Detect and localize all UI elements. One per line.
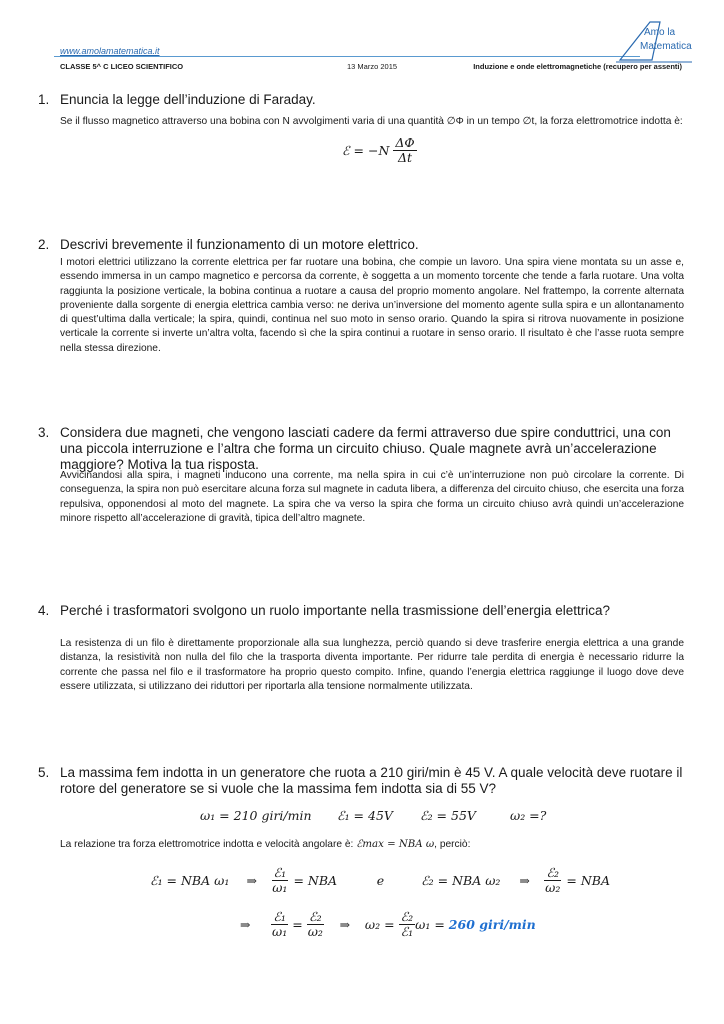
eq2: ℰ₂ = NBA ω₂: [421, 873, 501, 888]
faraday-formula: [342, 136, 417, 165]
relation-line: [60, 838, 684, 852]
arrow-3: ⇒: [240, 917, 251, 932]
question-5: [38, 765, 684, 797]
result-value: 260 giri/min: [448, 917, 536, 932]
header-rule: [54, 56, 640, 57]
eq1: ℰ₁ = NBA ω₁: [150, 873, 230, 888]
question-text: La massima fem indotta in un generatore che ruota a 210 giri/min è 45 V. A quale velocità deve ruotare il rotore del generatore se si vuole che la massima fem indotta sia di 55 V?: [60, 765, 683, 796]
derivation-row-2: [240, 910, 536, 939]
frac2-num: ℰ₂: [546, 865, 560, 880]
frac4-den: ω₂: [307, 924, 323, 939]
frac1-den: ω₁: [272, 880, 288, 895]
site-url[interactable]: www.amolamatematica.it: [60, 46, 160, 56]
eq-nba-2: = NBA: [566, 873, 610, 888]
question-text: Enuncia la legge dell’induzione di Faraday.: [60, 92, 316, 107]
arrow-1: ⇒: [246, 873, 257, 888]
given-e1: ℰ₁ = 45V: [337, 808, 393, 823]
frac3-num: ℰ₁: [273, 909, 286, 924]
formula-lhs: ℰ = −N: [342, 143, 390, 158]
question-number: 3.: [38, 425, 50, 440]
frac2-den: ω₂: [545, 880, 561, 895]
answer-4: La resistenza di un filo è direttamente proporzionale alla sua lunghezza, perciò quando si deve trasferire energia elettrica a una grande distanza, la resistività non nulla del filo che la trasporta diventa importante. Per ridurre tale perdita di energia è necessario ridurre la corrente che passa nel filo e il trasformatore ha proprio questo compito. Infine, quando l’energia elettrica raggiunge il luogo dove deve essere utilizzata, si utilizzano dei riduttori per riportarla alla tensione normalmente utilizzata.: [60, 638, 684, 692]
answer-1: Se il flusso magnetico attraverso una bobina con N avvolgimenti varia di una quantità ∅Φ in un tempo ∅t, la forza elettromotrice indotta è:: [60, 116, 683, 127]
frac1-num: ℰ₁: [273, 865, 287, 880]
frac3-den: ω₁: [272, 924, 288, 939]
question-text: Perché i trasformatori svolgono un ruolo importante nella trasmissione dell’energia elettrica?: [60, 603, 611, 618]
logo-text-1: Amo la: [644, 27, 676, 38]
formula-num: ΔΦ: [395, 135, 415, 150]
relation-formula: ℰmax = NBA ω: [356, 839, 435, 850]
arrow-4: ⇒: [339, 917, 351, 932]
date-label: 13 Marzo 2015: [347, 62, 398, 71]
question-number: 5.: [38, 765, 50, 780]
question-2: [38, 237, 684, 253]
relation-tail: , perciò:: [434, 839, 471, 850]
w2-tail: ω₁ =: [415, 917, 445, 932]
given-w2: ω₂ =?: [510, 808, 547, 823]
given-e2: ℰ₂ = 55V: [420, 808, 476, 823]
equals-sign: =: [292, 917, 303, 932]
question-4: [38, 603, 684, 619]
topic-label: Induzione e onde elettromagnetiche (recupero per assenti): [473, 62, 682, 71]
question-text: Considera due magneti, che vengono lasciati cadere da fermi attraverso due spire conduttrici, una con una piccola interruzione e l’altra che forma un circuito chiuso. Quale magnete avrà un’accelerazione maggiore? Motiva la tua risposta.: [60, 425, 671, 472]
question-1: [38, 92, 684, 108]
formula-den: Δt: [398, 150, 413, 165]
answer-3: Avvicinandosi alla spira, i magneti inducono una corrente, ma nella spira in cui c’è un’interruzione non può circolare la corrente. Di conseguenza, la spira non può esercitare alcuna forza sul magnete in caduta libera, a differenza del circuito chiuso, che esercita una forza repulsiva, opponendosi al moto del magnete. La spira che va verso la spira che forma un circuito chiuso avrà quindi un’accelerazione minore rispetto all’accelerazione di gravità, tipica dell’altro magnete.: [60, 470, 684, 524]
given-w1: ω₁ = 210 giri/min: [200, 808, 312, 823]
eq-nba-1: = NBA: [293, 873, 338, 888]
question-number: 1.: [38, 92, 50, 107]
answer-2: I motori elettrici utilizzano la corrente elettrica per far ruotare una bobina, che compie un lavoro. Una spira viene montata su un asse e, essendo immersa in un campo magnetico e percorsa da corrente, è soggetta a un momento torcente che tende a farla ruotare. Una volta raggiunta la posizione verticale, la bobina continua a ruotare a causa del proprio momento angolare. Nel frattempo, la corrente alternata proveniente dalla sorgente di energia elettrica cambia verso: ne deriva un’inversione del momento agente sulla spira e un allontanamento di quest’ultima dalla verticale; la spira, quindi, continua nel suo moto in senso orario. Quando la spira si ritrova nuovamente in posizione verticale la corrente si inverte un’altra volta, facendo sì che la spira continui a ruotare in senso orario. Il risultato è che l’asse ruota sempre nella stessa direzione.: [60, 257, 684, 354]
relation-text: La relazione tra forza elettromotrice indotta e velocità angolare è:: [60, 839, 354, 850]
question-number: 4.: [38, 603, 50, 618]
frac4-num: ℰ₂: [309, 909, 322, 924]
logo-text-2: Matematica: [640, 41, 692, 52]
frac5-den: ℰ₁: [400, 924, 414, 939]
frac5-num: ℰ₂: [400, 909, 414, 924]
question-text: Descrivi brevemente il funzionamento di un motore elettrico.: [60, 237, 419, 252]
derivation-row-1: [150, 866, 610, 895]
w2-lhs: ω₂ =: [364, 917, 395, 932]
logo-icon: [612, 18, 696, 64]
arrow-2: ⇒: [519, 873, 530, 888]
question-number: 2.: [38, 237, 50, 252]
class-label: CLASSE 5^ C LICEO SCIENTIFICO: [60, 62, 184, 71]
question-3: [38, 425, 684, 473]
conjunction: e: [376, 873, 385, 888]
